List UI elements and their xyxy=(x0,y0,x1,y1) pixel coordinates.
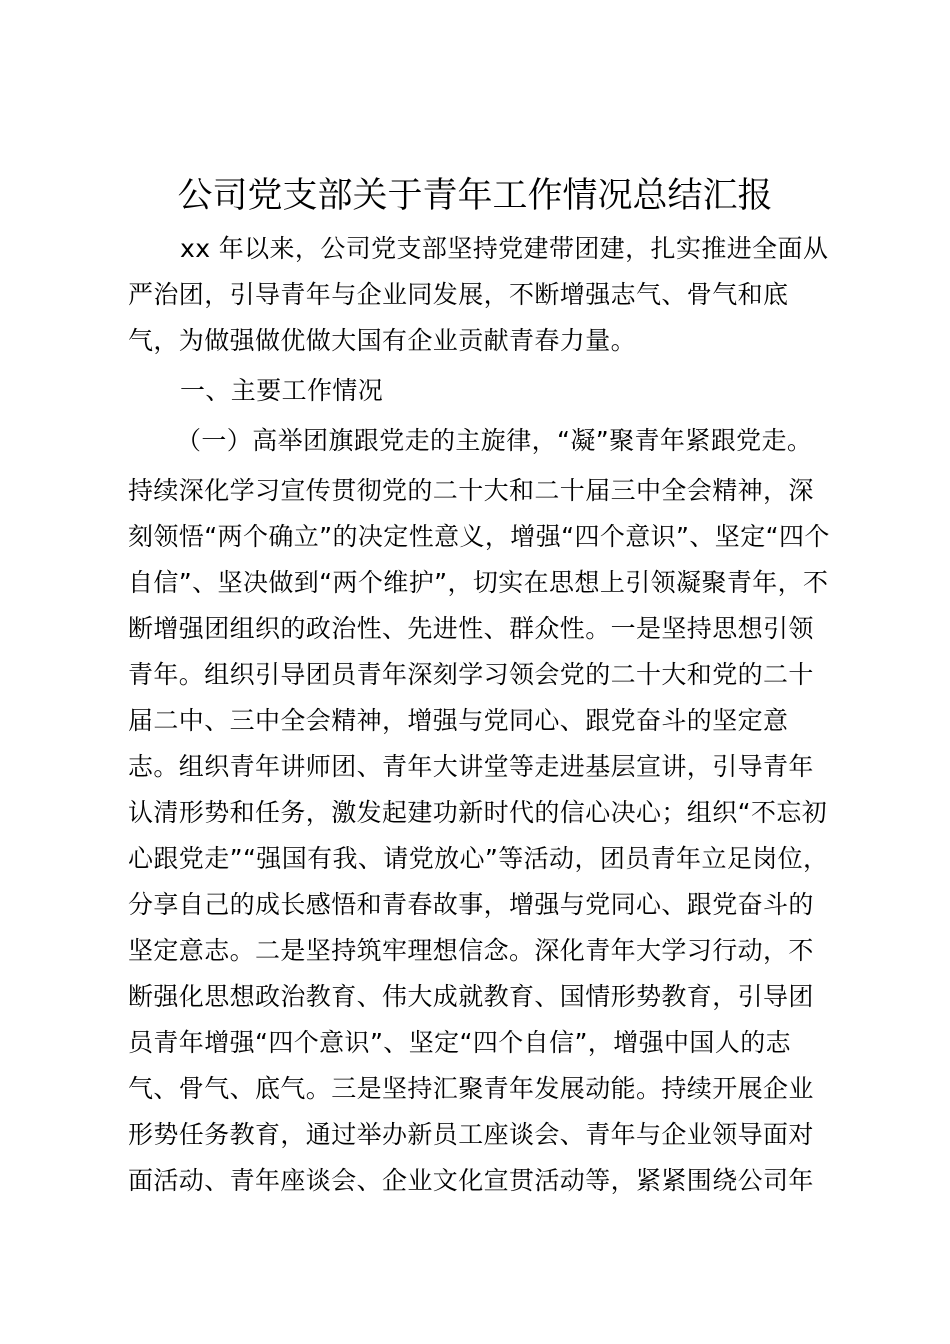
section-heading: 一、主要工作情况 xyxy=(180,376,384,405)
body-line: 断强化思想政治教育、伟大成就教育、国情形势教育，引导团 xyxy=(128,982,814,1011)
intro-line: xx 年以来，公司党支部坚持党建带团建，扎实推进全面从 xyxy=(180,234,829,263)
body-line: 刻领悟“两个确立”的决定性意义，增强“四个意识”、坚定“四个 xyxy=(128,522,830,551)
intro-line: 严治团，引导青年与企业同发展，不断增强志气、骨气和底 xyxy=(128,280,789,309)
body-line: 心跟党走”“强国有我、请党放心”等活动，团员青年立足岗位， xyxy=(128,844,829,873)
body-line: 气、骨气、底气。三是坚持汇聚青年发展动能。持续开展企业 xyxy=(128,1074,814,1103)
body-line: 自信”、坚决做到“两个维护”，切实在思想上引领凝聚青年，不 xyxy=(128,568,829,597)
body-line: 志。组织青年讲师团、青年大讲堂等走进基层宣讲，引导青年 xyxy=(128,752,814,781)
body-line: 断增强团组织的政治性、先进性、群众性。一是坚持思想引领 xyxy=(128,614,814,643)
body-line: 坚定意志。二是坚持筑牢理想信念。深化青年大学习行动，不 xyxy=(128,936,814,965)
body-line: 形势任务教育，通过举办新员工座谈会、青年与企业领导面对 xyxy=(128,1120,814,1149)
body-line: 届二中、三中全会精神，增强与党同心、跟党奋斗的坚定意 xyxy=(128,706,789,735)
document-body xyxy=(128,226,838,1204)
body-line: 认清形势和任务，激发起建功新时代的信心决心；组织“不忘初 xyxy=(128,798,828,827)
subsection-heading: （一）高举团旗跟党走的主旋律，“凝”聚青年紧跟党走。 xyxy=(176,426,813,455)
body-line: 持续深化学习宣传贯彻党的二十大和二十届三中全会精神，深 xyxy=(128,476,814,505)
body-line: 面活动、青年座谈会、企业文化宣贯活动等，紧紧围绕公司年 xyxy=(128,1166,814,1195)
body-line: 员青年增强“四个意识”、坚定“四个自信”，增强中国人的志 xyxy=(128,1028,792,1057)
document-title: 公司党支部关于青年工作情况总结汇报 xyxy=(177,176,773,216)
body-line: 分享自己的成长感悟和青春故事，增强与党同心、跟党奋斗的 xyxy=(128,890,814,919)
intro-line: 气，为做强做优做大国有企业贡献青春力量。 xyxy=(128,326,637,355)
body-line: 青年。组织引导团员青年深刻学习领会党的二十大和党的二十 xyxy=(128,660,814,689)
